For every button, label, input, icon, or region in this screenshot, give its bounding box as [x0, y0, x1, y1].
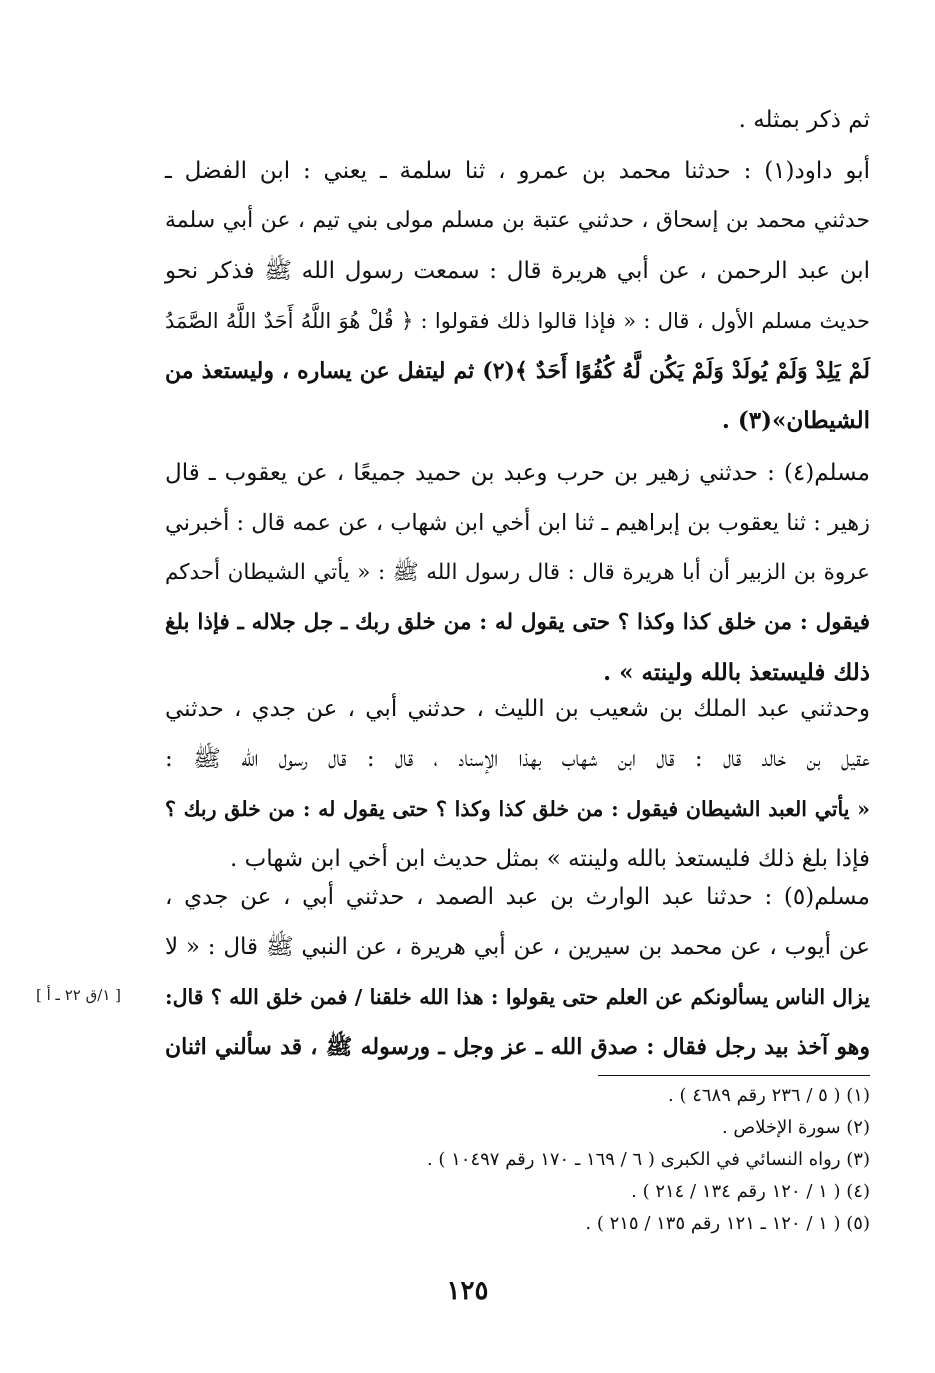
- paragraph-1: [165, 95, 870, 145]
- text-line: فإذا بلغ ذلك فليستعذ بالله ولينته » بمثل حديث ابن أخي ابن شهاب .: [229, 846, 870, 872]
- manuscript-folio-note: [ ١/ق ٢٢ ـ أ ]: [36, 986, 121, 1004]
- text-line: يزال الناس يسألونكم عن العلم حتى يقولوا : هذا الله خلقنا / فمن خلق الله ؟ قال:: [165, 985, 870, 1009]
- text-line: فيقول : من خلق كذا وكذا ؟ حتى يقول له : من خلق ربك ـ جل جلاله ـ فإذا بلغ: [165, 610, 870, 635]
- footnote: (٢) سورة الإخلاص .: [721, 1117, 870, 1138]
- text-line: ابن عبد الرحمن ، عن أبي هريرة قال : سمعت رسول الله ﷺ فذكر نحو: [165, 258, 870, 284]
- text-line: لَمْ يَلِدْ وَلَمْ يُولَدْ وَلَمْ يَكُن لَّهُ كُفُوًا أَحَدٌ ﴾(٢) ثم ليتفل عن يساره ، وليستعذ من: [165, 358, 870, 384]
- text-line: مسلم(٥) : حدثنا عبد الوارث بن عبد الصمد ، حدثني أبي ، عن جدي ،: [165, 884, 870, 910]
- footnote: (١) ( ٥ / ٢٣٦ رقم ٤٦٨٩ ) .: [668, 1085, 870, 1106]
- text-line: ذلك فليستعذ بالله ولينته » .: [603, 659, 870, 686]
- text-line: ثم ذكر بمثله .: [738, 107, 870, 133]
- text-line: الشيطان»(٣) .: [721, 407, 870, 434]
- text-line: عن أيوب ، عن محمد بن سيرين ، عن أبي هريرة ، عن النبي ﷺ قال : « لا: [165, 934, 870, 960]
- paragraph-4: [165, 684, 870, 884]
- text-line: مسلم(٤) : حدثني زهير بن حرب وعبد بن حميد جميعًا ، عن يعقوب ـ قال: [165, 460, 870, 486]
- text-line: وهو آخذ بيد رجل فقال : صدق الله ـ عز وجل ـ ورسوله ﷺ ، قد سألني اثنان: [165, 1034, 870, 1060]
- text-line: زهير : ثنا يعقوب بن إبراهيم ـ ثنا ابن أخي ابن شهاب ، عن عمه قال : أخبرني: [165, 510, 870, 536]
- page-number: ١٢٥: [446, 1276, 489, 1306]
- text-line: « يأتي العبد الشيطان فيقول : من خلق كذا وكذا ؟ حتى يقول له : من خلق ربك ؟: [165, 797, 870, 821]
- text-line: عقيل بن خالد قال : قال ابن شهاب بهذا الإسناد ، قال : قال رسول الله ﷺ :: [165, 746, 870, 772]
- footnote: (٤) ( ١ / ١٢٠ رقم ١٣٤ / ٢١٤ ) .: [631, 1181, 870, 1202]
- paragraph-2: [165, 146, 870, 446]
- text-line: حديث مسلم الأول ، قال : « فإذا قالوا ذلك فقولوا : ﴿ قُلْ هُوَ اللَّهُ أَحَدٌ اللَّهُ الصَّمَدُ: [165, 309, 870, 333]
- text-line: حدثني محمد بن إسحاق ، حدثني عتبة بن مسلم مولى بني تيم ، عن أبي سلمة: [165, 208, 870, 233]
- footnote: (٣) رواه النسائي في الكبرى ( ٦ / ١٦٩ ـ ١٧٠ رقم ١٠٤٩٧ ) .: [426, 1149, 870, 1170]
- text-line: أبو داود(١) : حدثنا محمد بن عمرو ، ثنا سلمة ـ يعني : ابن الفضل ـ: [165, 158, 870, 184]
- footnote-separator: [598, 1075, 870, 1076]
- text-line: وحدثني عبد الملك بن شعيب بن الليث ، حدثني أبي ، عن جدي ، حدثني: [165, 696, 870, 722]
- footnotes: [300, 1080, 870, 1240]
- text-line: عروة بن الزبير أن أبا هريرة قال : قال رسول الله ﷺ : « يأتي الشيطان أحدكم: [165, 560, 870, 585]
- paragraph-3: [165, 448, 870, 698]
- paragraph-5: [165, 872, 870, 1072]
- footnote: (٥) ( ١ / ١٢٠ ـ ١٢١ رقم ١٣٥ / ٢١٥ ) .: [585, 1213, 870, 1234]
